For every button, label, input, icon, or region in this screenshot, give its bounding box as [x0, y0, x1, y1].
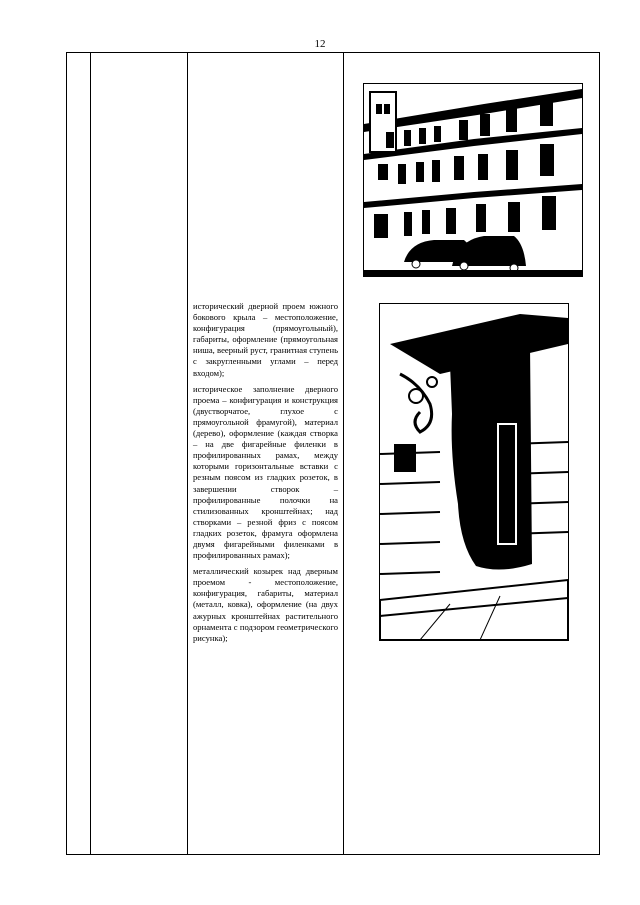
column-divider: [90, 53, 91, 854]
building-facade-photo: [363, 83, 583, 277]
list-item: историческое заполнение дверного проема – конфигурация и конструкция (двустворчатое, глухое с прямоугольной фрамугой), материал (дерево), оформление (каждая створка – на две фигарейные филенки в профилированных рамах, между которыми горизонтальные вставки с резным поясом из гладких розеток, в завершении створок – профилированные полочки на стилизованных кронштейнах; над створками – резной фриз с поясом гладких розеток, фрамуга оформлена двумя фигарейными филенками в профилированных рамах);: [193, 383, 338, 561]
doorway-canopy-photo: [379, 303, 569, 641]
description-column: [193, 301, 338, 649]
doorway-canopy-image: [380, 304, 568, 640]
page-number: 12: [314, 38, 326, 50]
column-divider: [343, 53, 344, 854]
building-facade-image: [364, 84, 582, 276]
column-divider: [187, 53, 188, 854]
list-item: исторический дверной проем южного бокового крыла – местоположение, конфигурация (прямоугольный), габариты, оформление (прямоугольная ниша, веерный руст, гранитная ступень с закругленными углами – перед входом);: [193, 301, 338, 378]
list-item: металлический козырек над дверным проемом - местоположение, конфигурация, габариты, материал (металл, ковка), оформление (на двух ажурных кронштейнах растительного орнамента с подзором геометрического рисунка);: [193, 566, 338, 643]
monuments-table: [66, 52, 600, 855]
